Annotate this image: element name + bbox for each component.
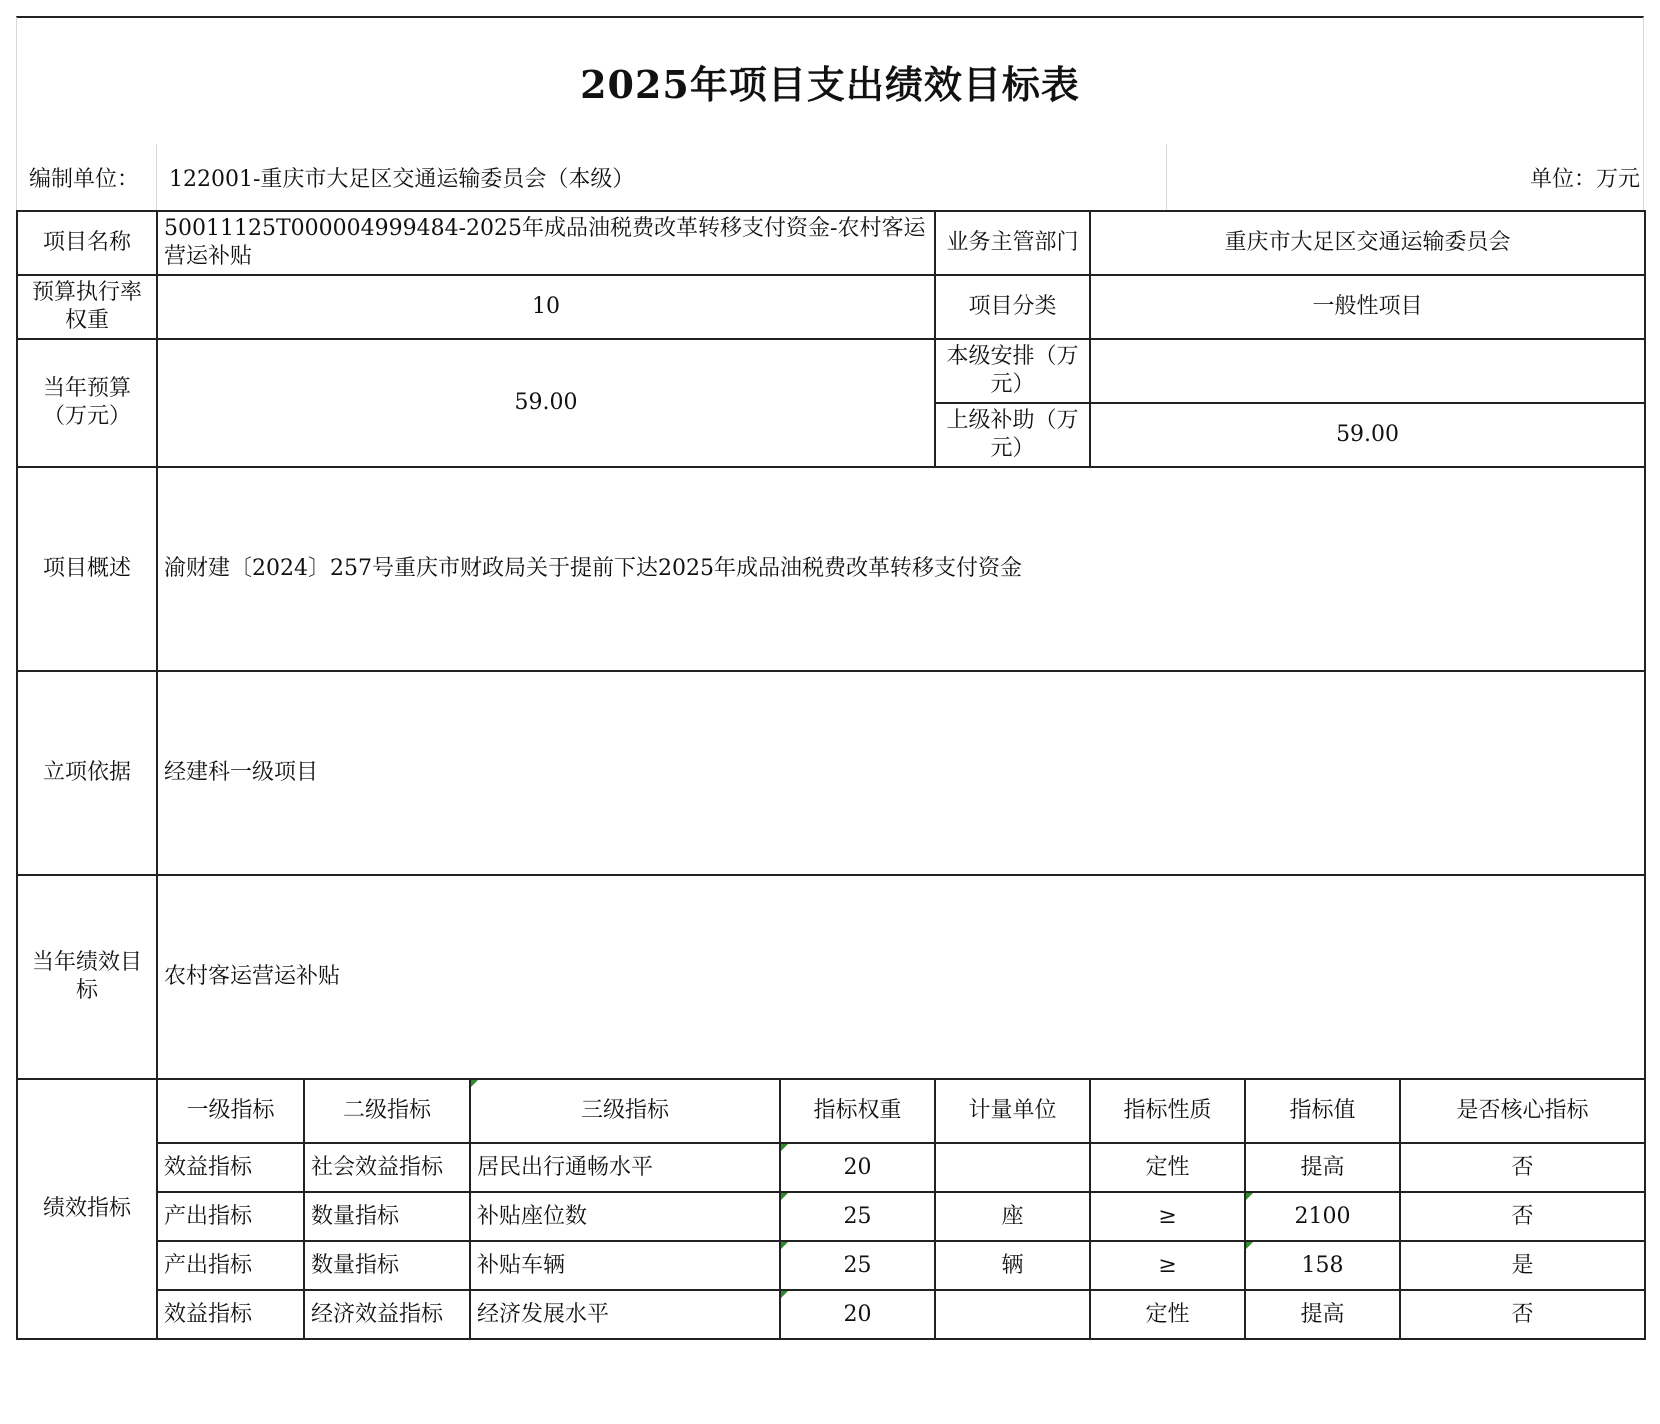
indicator-level1: 效益指标 — [157, 1143, 304, 1192]
dept-value: 重庆市大足区交通运输委员会 — [1090, 211, 1645, 275]
indicator-level2: 数量指标 — [304, 1241, 470, 1290]
budget-value: 59.00 — [157, 339, 935, 467]
weight-value: 10 — [157, 275, 935, 339]
indicator-nature: ≥ — [1090, 1192, 1245, 1241]
unit-text: 单位：万元 — [1529, 166, 1640, 192]
budget-row-1 — [17, 339, 1645, 403]
page-title: 2025年项目支出绩效目标表 — [580, 61, 1080, 107]
indicator-level3: 居民出行通畅水平 — [470, 1143, 780, 1192]
basis-row — [17, 671, 1645, 875]
indicator-level3: 补贴座位数 — [470, 1192, 780, 1241]
project-name-label: 项目名称 — [17, 211, 157, 275]
overview-label: 项目概述 — [17, 467, 157, 671]
indicator-weight: 25 — [780, 1192, 935, 1241]
indicator-level2: 社会效益指标 — [304, 1143, 470, 1192]
indicator-unit: 辆 — [935, 1241, 1090, 1290]
indicator-level3: 补贴车辆 — [470, 1241, 780, 1290]
indicator-value: 2100 — [1245, 1192, 1400, 1241]
goal-value: 农村客运营运补贴 — [157, 875, 1645, 1079]
header-nature: 指标性质 — [1090, 1079, 1245, 1143]
org-label: 编制单位： — [17, 144, 157, 210]
header-core: 是否核心指标 — [1400, 1079, 1645, 1143]
indicator-nature: 定性 — [1090, 1143, 1245, 1192]
indicator-row — [17, 1143, 1645, 1192]
indicator-nature: 定性 — [1090, 1290, 1245, 1339]
indicator-row — [17, 1290, 1645, 1339]
upper-label: 上级补助（万元） — [935, 403, 1090, 467]
local-value — [1090, 339, 1645, 403]
indicator-value: 提高 — [1245, 1143, 1400, 1192]
indicator-core: 是 — [1400, 1241, 1645, 1290]
header-level3: 三级指标 — [470, 1079, 780, 1143]
indicator-level1: 产出指标 — [157, 1241, 304, 1290]
indicator-level1: 效益指标 — [157, 1290, 304, 1339]
indicator-level1: 产出指标 — [157, 1192, 304, 1241]
indicator-core: 否 — [1400, 1192, 1645, 1241]
indicator-value: 158 — [1245, 1241, 1400, 1290]
indicator-level2: 数量指标 — [304, 1192, 470, 1241]
header-value: 指标值 — [1245, 1079, 1400, 1143]
indicators-label: 绩效指标 — [17, 1079, 157, 1339]
header-weight: 指标权重 — [780, 1079, 935, 1143]
upper-value: 59.00 — [1090, 403, 1645, 467]
indicator-row — [17, 1241, 1645, 1290]
indicator-header-row — [17, 1079, 1645, 1143]
indicator-unit: 座 — [935, 1192, 1090, 1241]
budget-label: 当年预算（万元） — [17, 339, 157, 467]
weight-row — [17, 275, 1645, 339]
category-value: 一般性项目 — [1090, 275, 1645, 339]
basis-value: 经建科一级项目 — [157, 671, 1645, 875]
category-label: 项目分类 — [935, 275, 1090, 339]
indicator-level2: 经济效益指标 — [304, 1290, 470, 1339]
indicator-level3: 经济发展水平 — [470, 1290, 780, 1339]
unit-row — [16, 144, 1644, 210]
goal-row — [17, 875, 1645, 1079]
indicator-nature: ≥ — [1090, 1241, 1245, 1290]
header-level1: 一级指标 — [157, 1079, 304, 1143]
indicator-unit — [935, 1143, 1090, 1192]
header-unit: 计量单位 — [935, 1079, 1090, 1143]
weight-label: 预算执行率权重 — [17, 275, 157, 339]
indicator-weight: 25 — [780, 1241, 935, 1290]
goal-label: 当年绩效目标 — [17, 875, 157, 1079]
dept-label: 业务主管部门 — [935, 211, 1090, 275]
indicator-unit — [935, 1290, 1090, 1339]
indicator-weight: 20 — [780, 1290, 935, 1339]
basis-label: 立项依据 — [17, 671, 157, 875]
indicator-weight: 20 — [780, 1143, 935, 1192]
title-area — [16, 16, 1644, 144]
org-name: 122001-重庆市大足区交通运输委员会（本级） — [157, 144, 1167, 210]
indicator-core: 否 — [1400, 1290, 1645, 1339]
indicator-core: 否 — [1400, 1143, 1645, 1192]
overview-row — [17, 467, 1645, 671]
local-label: 本级安排（万元） — [935, 339, 1090, 403]
project-name-row — [17, 211, 1645, 275]
project-name-value: 50011125T000004999484-2025年成品油税费改革转移支付资金-农村客运营运补贴 — [157, 211, 935, 275]
performance-table — [16, 210, 1646, 1340]
indicator-row — [17, 1192, 1645, 1241]
header-level2: 二级指标 — [304, 1079, 470, 1143]
indicator-value: 提高 — [1245, 1290, 1400, 1339]
overview-value: 渝财建〔2024〕257号重庆市财政局关于提前下达2025年成品油税费改革转移支付资金 — [157, 467, 1645, 671]
